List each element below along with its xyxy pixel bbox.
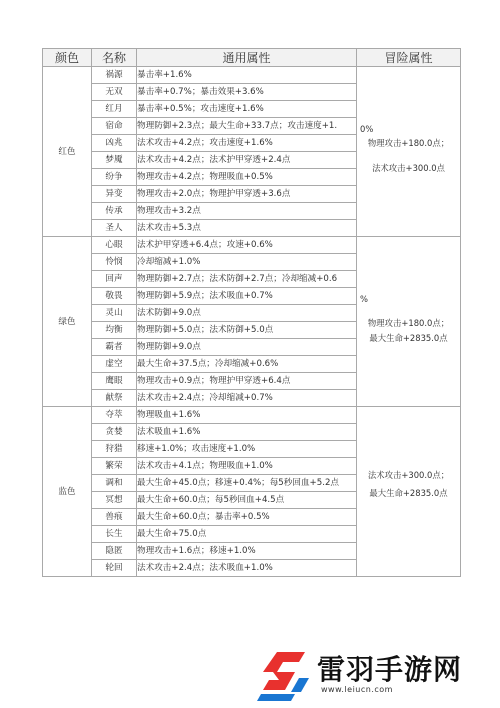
rune-common-attribute-cell: 最大生命+60.0点；暴击率+0.5% bbox=[137, 509, 357, 526]
rune-common-attribute-cell: 法术攻击+4.1点；物理吸血+1.0% bbox=[137, 458, 357, 475]
rune-name-cell: 狩猎 bbox=[92, 441, 137, 458]
adventure-attribute-line: 物理攻击+180.0点； bbox=[367, 138, 450, 148]
rune-common-attribute-cell: 法术攻击+2.4点；冷却缩减+0.7% bbox=[137, 390, 357, 407]
rune-name-cell: 异变 bbox=[92, 186, 137, 203]
header-name: 名称 bbox=[92, 49, 137, 67]
table-row bbox=[43, 237, 461, 254]
rune-common-attribute-cell: 物理防御+5.9点；法术吸血+0.7% bbox=[137, 288, 357, 305]
rune-name-cell: 隐匿 bbox=[92, 543, 137, 560]
rune-name-cell: 祸源 bbox=[92, 67, 137, 84]
rune-common-attribute-cell: 物理防御+5.0点；法术防御+5.0点 bbox=[137, 322, 357, 339]
adventure-attribute-line: % bbox=[360, 294, 368, 304]
header-color: 颜色 bbox=[43, 49, 92, 67]
rune-name-cell: 梦魇 bbox=[92, 152, 137, 169]
rune-common-attribute-cell: 最大生命+75.0点 bbox=[137, 526, 357, 543]
table-row bbox=[43, 67, 461, 84]
adventure-attribute-line: 最大生命+2835.0点 bbox=[369, 488, 448, 498]
rune-name-cell: 凶兆 bbox=[92, 135, 137, 152]
adventure-attribute-line: 物理攻击+180.0点； bbox=[367, 318, 450, 328]
rune-name-cell: 兽痕 bbox=[92, 509, 137, 526]
rune-common-attribute-cell: 物理攻击+4.2点；物理吸血+0.5% bbox=[137, 169, 357, 186]
rune-common-attribute-cell: 最大生命+60.0点；每5秒回血+4.5点 bbox=[137, 492, 357, 509]
site-watermark-logo bbox=[255, 648, 495, 704]
rune-name-cell: 冥想 bbox=[92, 492, 137, 509]
rune-common-attribute-cell: 物理攻击+0.9点；物理护甲穿透+6.4点 bbox=[137, 373, 357, 390]
rune-name-cell: 无双 bbox=[92, 84, 137, 101]
rune-name-cell: 红月 bbox=[92, 101, 137, 118]
rune-common-attribute-cell: 最大生命+45.0点；移速+0.4%；每5秒回血+5.2点 bbox=[137, 475, 357, 492]
rune-common-attribute-cell: 暴击率+0.7%；暴击效果+3.6% bbox=[137, 84, 357, 101]
rune-name-cell: 心眼 bbox=[92, 237, 137, 254]
lightning-logo-icon bbox=[255, 648, 315, 704]
rune-common-attribute-cell: 法术攻击+5.3点 bbox=[137, 220, 357, 237]
rune-name-cell: 鹰眼 bbox=[92, 373, 137, 390]
rune-name-cell: 调和 bbox=[92, 475, 137, 492]
rune-common-attribute-cell: 暴击率+1.6% bbox=[137, 67, 357, 84]
rune-common-attribute-cell: 法术攻击+2.4点；法术吸血+1.0% bbox=[137, 560, 357, 577]
rune-common-attribute-cell: 法术攻击+4.2点；法术护甲穿透+2.4点 bbox=[137, 152, 357, 169]
rune-adventure-attribute-cell bbox=[357, 67, 461, 237]
rune-common-attribute-cell: 法术吸血+1.6% bbox=[137, 424, 357, 441]
rune-table-sheet bbox=[42, 48, 460, 576]
rune-name-cell: 圣人 bbox=[92, 220, 137, 237]
rune-adventure-attribute-cell bbox=[357, 237, 461, 407]
rune-name-cell: 纷争 bbox=[92, 169, 137, 186]
rune-common-attribute-cell: 物理攻击+2.0点；物理护甲穿透+3.6点 bbox=[137, 186, 357, 203]
table-row bbox=[43, 407, 461, 424]
rune-name-cell: 轮回 bbox=[92, 560, 137, 577]
rune-common-attribute-cell: 物理防御+2.7点；法术防御+2.7点；冷却缩减+0.6 bbox=[137, 271, 357, 288]
rune-name-cell: 霸者 bbox=[92, 339, 137, 356]
rune-common-attribute-cell: 法术护甲穿透+6.4点；攻速+0.6% bbox=[137, 237, 357, 254]
rune-common-attribute-cell: 暴击率+0.5%；攻击速度+1.6% bbox=[137, 101, 357, 118]
rune-name-cell: 灵山 bbox=[92, 305, 137, 322]
header-common-attributes: 通用属性 bbox=[137, 49, 357, 67]
rune-name-cell: 繁荣 bbox=[92, 458, 137, 475]
rune-name-cell: 怜悯 bbox=[92, 254, 137, 271]
rune-name-cell: 长生 bbox=[92, 526, 137, 543]
rune-common-attribute-cell: 物理防御+9.0点 bbox=[137, 339, 357, 356]
rune-name-cell: 回声 bbox=[92, 271, 137, 288]
rune-attribute-table bbox=[42, 48, 461, 577]
rune-name-cell: 均衡 bbox=[92, 322, 137, 339]
rune-name-cell: 夺萃 bbox=[92, 407, 137, 424]
rune-common-attribute-cell: 物理吸血+1.6% bbox=[137, 407, 357, 424]
rune-color-cell: 红色 bbox=[43, 67, 92, 237]
header-adventure-attributes: 冒险属性 bbox=[357, 49, 461, 67]
rune-common-attribute-cell: 物理防御+2.3点；最大生命+33.7点；攻击速度+1. bbox=[137, 118, 357, 135]
rune-common-attribute-cell: 冷却缩减+1.0% bbox=[137, 254, 357, 271]
rune-common-attribute-cell: 移速+1.0%；攻击速度+1.0% bbox=[137, 441, 357, 458]
rune-name-cell: 传承 bbox=[92, 203, 137, 220]
adventure-attribute-line: 最大生命+2835.0点 bbox=[369, 333, 448, 343]
rune-name-cell: 贪婪 bbox=[92, 424, 137, 441]
rune-color-cell: 绿色 bbox=[43, 237, 92, 407]
watermark-site-name: 雷羽手游网 bbox=[317, 653, 463, 686]
table-header-row bbox=[43, 49, 461, 67]
adventure-attribute-line: 法术攻击+300.0点 bbox=[372, 163, 445, 173]
rune-name-cell: 宿命 bbox=[92, 118, 137, 135]
rune-name-cell: 献祭 bbox=[92, 390, 137, 407]
rune-color-cell: 监色 bbox=[43, 407, 92, 577]
rune-adventure-attribute-cell bbox=[357, 407, 461, 577]
adventure-attribute-line: 法术攻击+300.0点； bbox=[367, 470, 450, 480]
rune-name-cell: 虚空 bbox=[92, 356, 137, 373]
rune-common-attribute-cell: 物理攻击+3.2点 bbox=[137, 203, 357, 220]
adventure-attribute-line: 0% bbox=[360, 124, 374, 134]
rune-common-attribute-cell: 法术防御+9.0点 bbox=[137, 305, 357, 322]
watermark-site-url: www.leiucn.com bbox=[321, 685, 393, 694]
rune-common-attribute-cell: 最大生命+37.5点；冷却缩减+0.6% bbox=[137, 356, 357, 373]
rune-common-attribute-cell: 法术攻击+4.2点；攻击速度+1.6% bbox=[137, 135, 357, 152]
rune-name-cell: 敬畏 bbox=[92, 288, 137, 305]
rune-common-attribute-cell: 物理攻击+1.6点；移速+1.0% bbox=[137, 543, 357, 560]
